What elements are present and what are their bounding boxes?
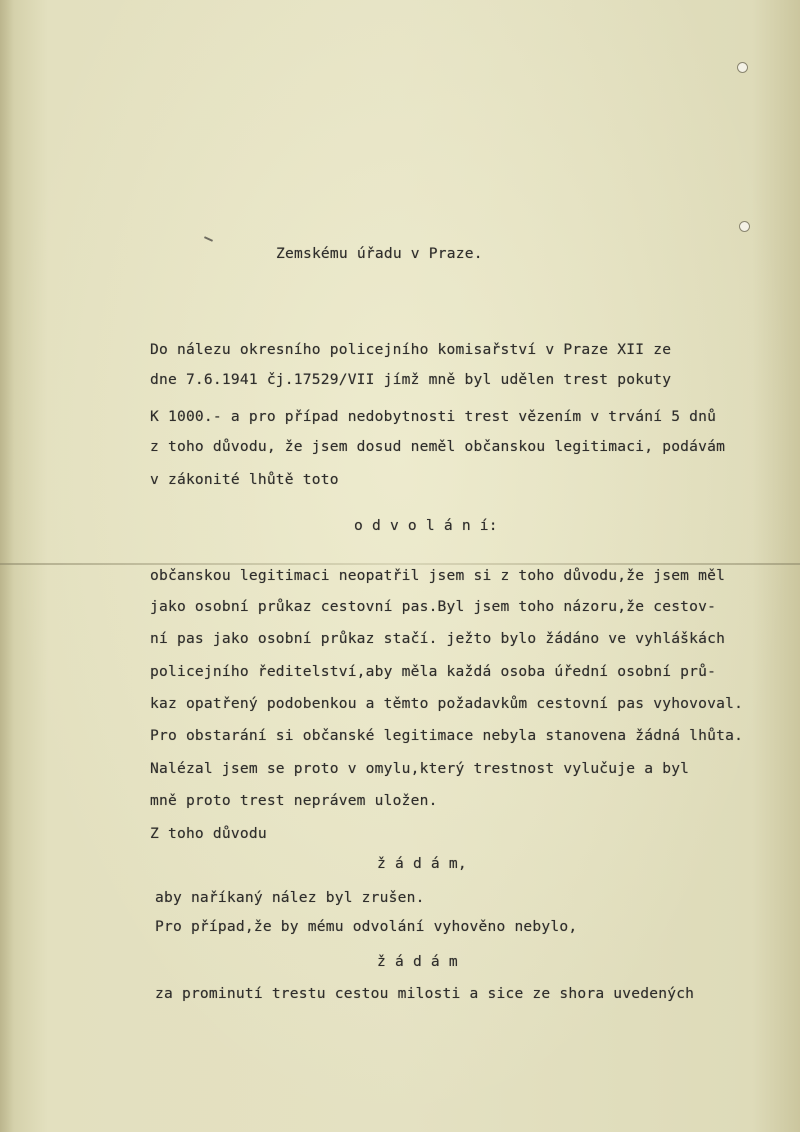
body-line-1: občanskou legitimaci neopatřil jsem si z toho důvodu,že jsem měl — [150, 567, 726, 584]
request-1-text: aby naříkaný nález byl zrušen. — [155, 889, 425, 906]
body-line-3: ní pas jako osobní průkaz stačí. ježto bylo žádáno ve vyhláškách — [150, 630, 726, 647]
punch-hole-top — [737, 62, 748, 73]
request-2-heading: ž á d á m — [377, 953, 458, 970]
body-line-5: kaz opatřený podobenkou a těmto požadavkům cestovní pas vyhovoval. — [150, 695, 744, 712]
intro-line-3: K 1000.- a pro případ nedobytnosti trest vězením v trvání 5 dnů — [150, 408, 717, 425]
appeal-heading: o d v o l á n í: — [354, 517, 498, 534]
paper-edge-shadow — [0, 0, 14, 1132]
alternative-line: Pro případ,že by mému odvolání vyhověno nebylo, — [155, 918, 578, 935]
body-line-4: policejního ředitelství,aby měla každá osoba úřední osobní prů- — [150, 663, 717, 680]
body-line-6: Pro obstarání si občanské legitimace nebyla stanovena žádná lhůta. — [150, 727, 744, 744]
request-1-heading: ž á d á m, — [377, 855, 467, 872]
addressee: Zemskému úřadu v Praze. — [276, 245, 483, 262]
reason-line: Z toho důvodu — [150, 825, 267, 842]
ink-speck — [204, 236, 213, 242]
intro-line-2: dne 7.6.1941 čj.17529/VII jímž mně byl udělen trest pokuty — [150, 371, 672, 388]
intro-line-5: v zákonité lhůtě toto — [150, 471, 339, 488]
intro-line-1: Do nálezu okresního policejního komisařství v Praze XII ze — [150, 341, 672, 358]
punch-hole-middle — [739, 221, 750, 232]
body-line-7: Nalézal jsem se proto v omylu,který trestnost vylučuje a byl — [150, 760, 690, 777]
body-line-2: jako osobní průkaz cestovní pas.Byl jsem toho názoru,že cestov- — [150, 598, 717, 615]
paper-fold-line — [0, 563, 800, 565]
intro-line-4: z toho důvodu, že jsem dosud neměl občanskou legitimaci, podávám — [150, 438, 726, 455]
body-line-8: mně proto trest neprávem uložen. — [150, 792, 438, 809]
final-line: za prominutí trestu cestou milosti a sice ze shora uvedených — [155, 985, 695, 1002]
